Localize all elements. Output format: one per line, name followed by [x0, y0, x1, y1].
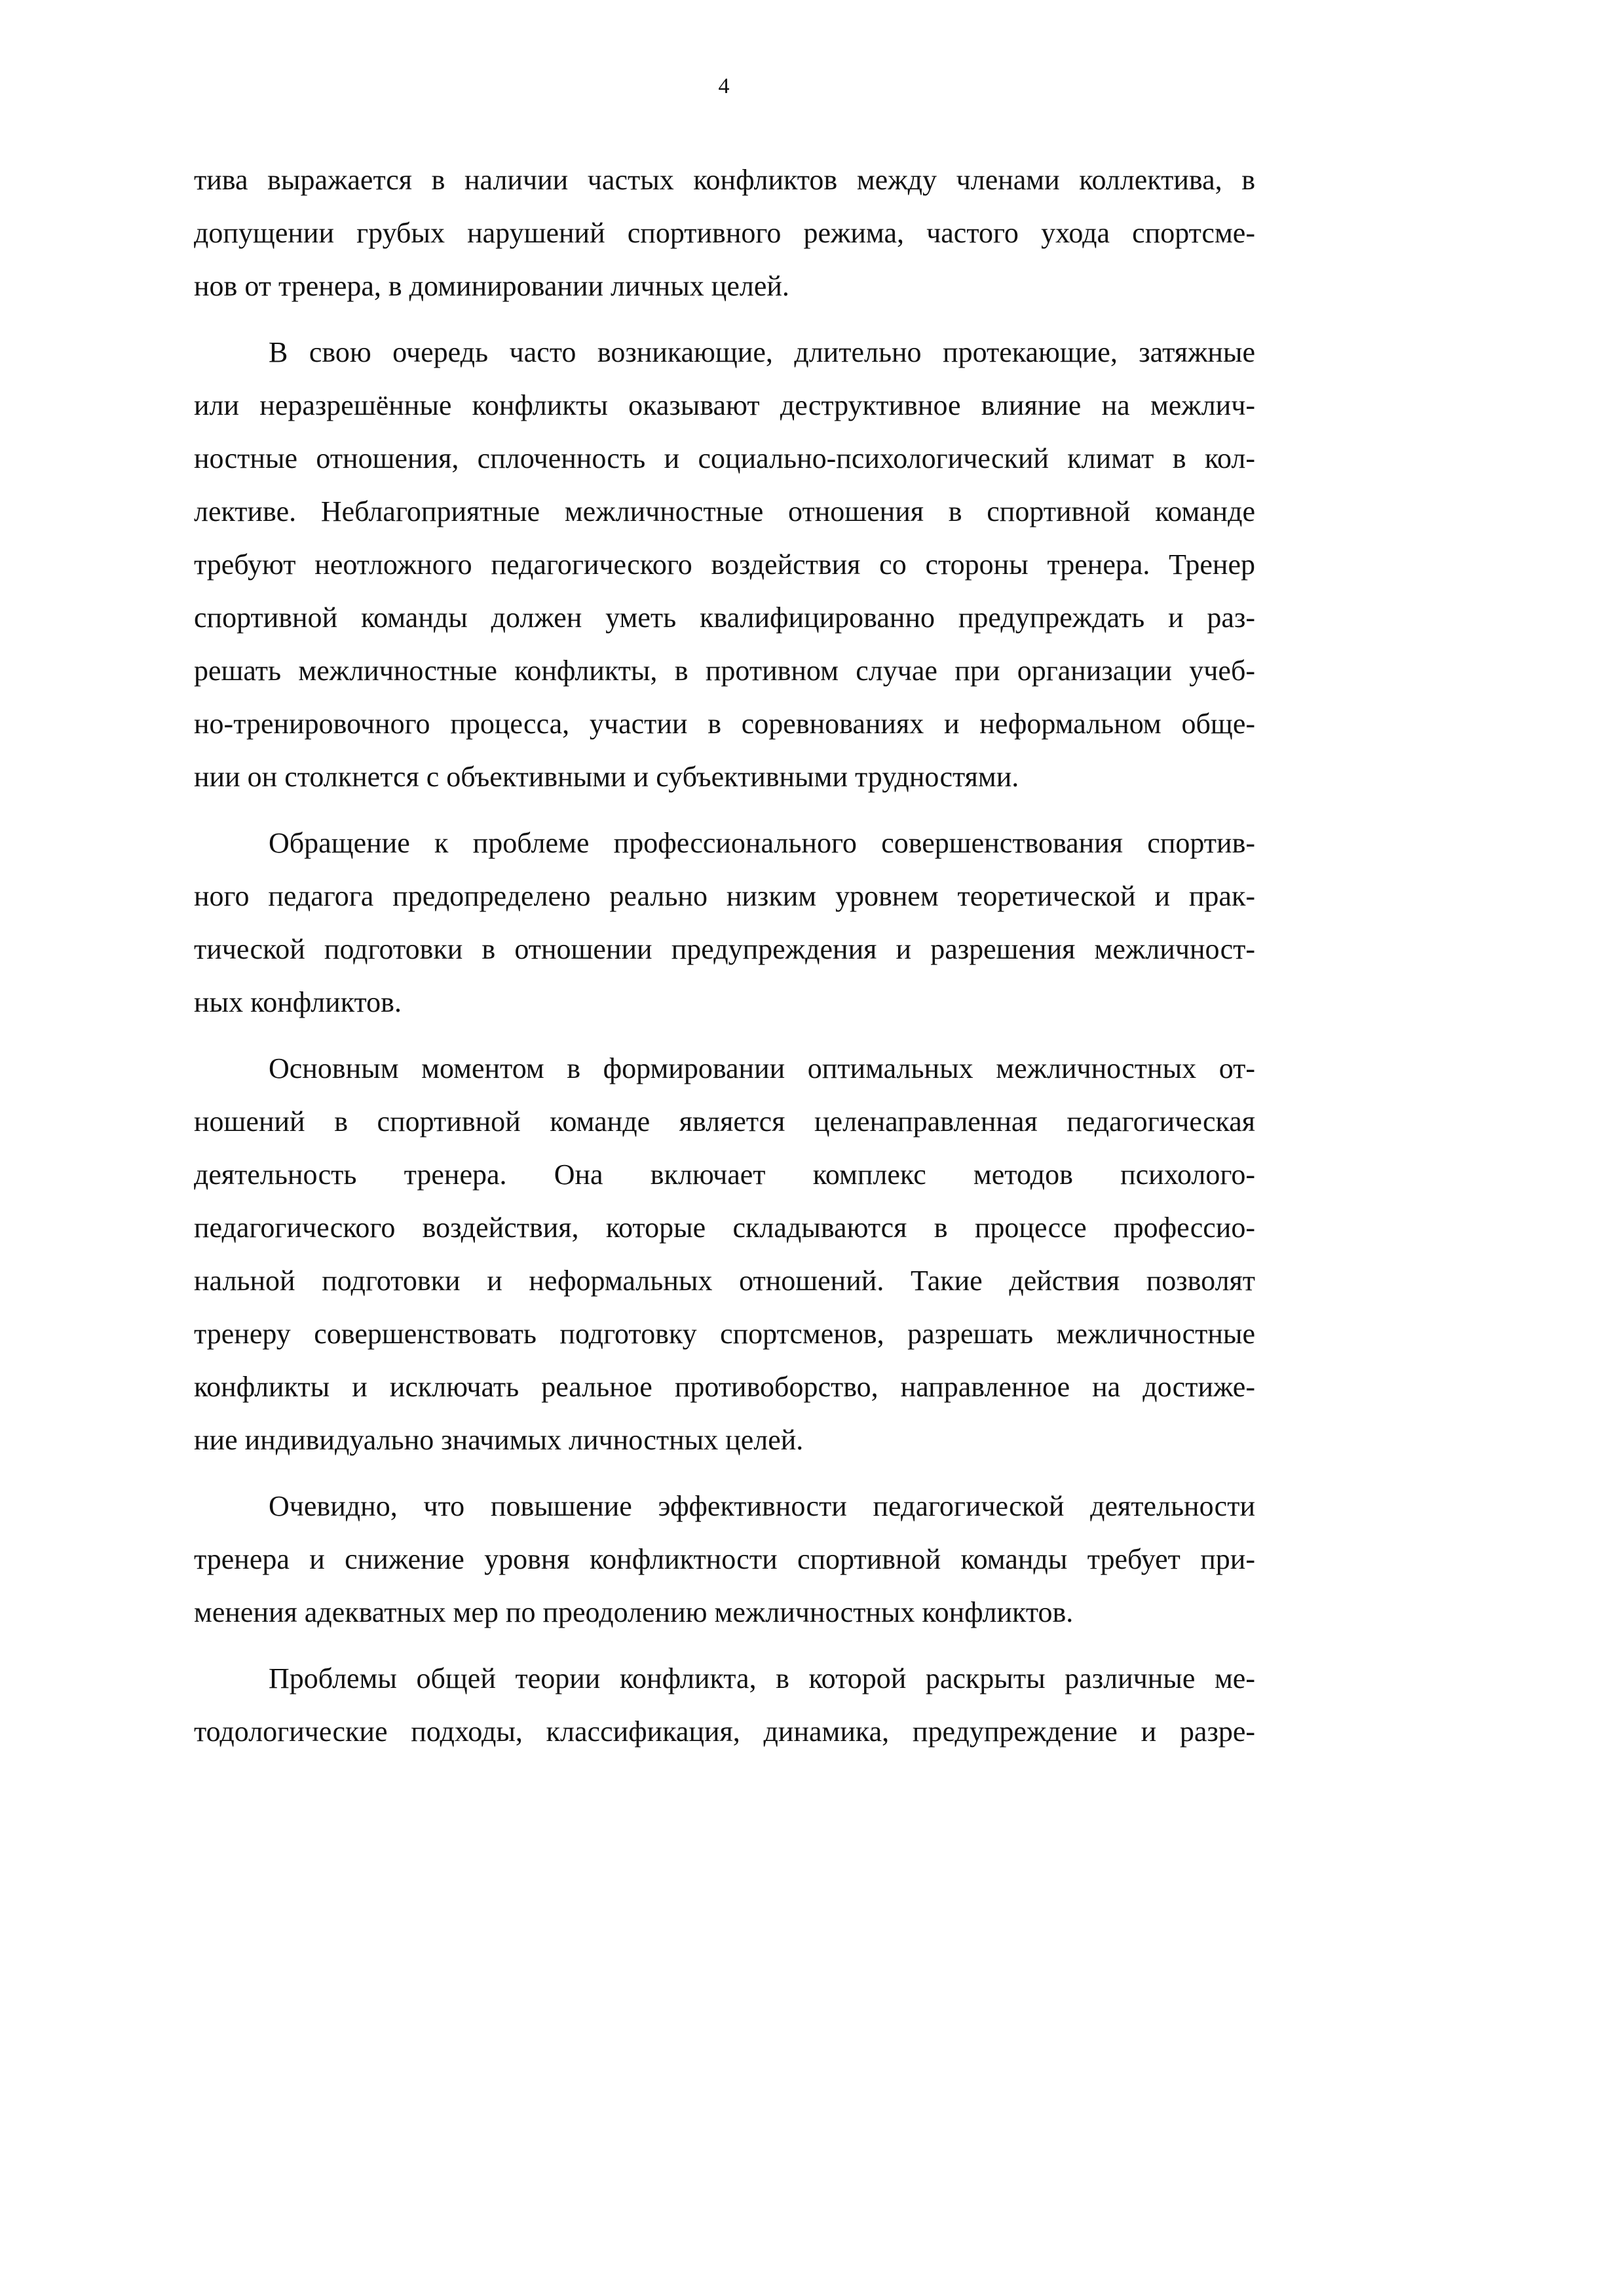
- text-line: тренеру совершенствовать подготовку спортсменов, разрешать межличностные: [194, 1318, 1255, 1350]
- text-line: ного педагога предопределено реально низким уровнем теоретической и прак-: [194, 880, 1255, 912]
- text-line: Основным моментом в формировании оптимальных межличностных от-: [269, 1052, 1255, 1084]
- paragraph-4: [194, 1042, 1255, 1466]
- text-line: менения адекватных мер по преодолению межличностных конфликтов.: [194, 1596, 1074, 1628]
- text-line: решать межличностные конфликты, в противном случае при организации учеб-: [194, 655, 1255, 687]
- text-line: деятельность тренера. Она включает комплекс методов психолого-: [194, 1158, 1255, 1191]
- text-line: но-тренировочного процесса, участии в соревнованиях и неформальном обще-: [194, 708, 1255, 740]
- text-line: спортивной команды должен уметь квалифицированно предупреждать и раз-: [194, 602, 1255, 634]
- text-line: Очевидно, что повышение эффективности педагогической деятельности: [269, 1490, 1255, 1522]
- text-line: ношений в спортивной команде является целенаправленная педагогическая: [194, 1105, 1255, 1138]
- text-line: нии он столкнется с объективными и субъективными трудностями.: [194, 761, 1019, 793]
- text-line: лективе. Неблагоприятные межличностные отношения в спортивной команде: [194, 495, 1255, 527]
- body-text: [194, 153, 1255, 1758]
- text-line: ных конфликтов.: [194, 986, 402, 1018]
- text-line: педагогического воздействия, которые складываются в процессе профессио-: [194, 1212, 1255, 1244]
- text-line: Проблемы общей теории конфликта, в которой раскрыты различные ме-: [269, 1662, 1255, 1694]
- paragraph-1: [194, 153, 1255, 313]
- text-line: требуют неотложного педагогического воздействия со стороны тренера. Тренер: [194, 548, 1255, 581]
- text-line: тренера и снижение уровня конфликтности спортивной команды требует при-: [194, 1543, 1255, 1575]
- text-line: тодологические подходы, классификация, динамика, предупреждение и разре-: [194, 1715, 1255, 1748]
- paragraph-2: [194, 326, 1255, 803]
- paragraph-6: [194, 1652, 1255, 1758]
- text-line: тива выражается в наличии частых конфликтов между членами коллектива, в: [194, 164, 1255, 196]
- text-line: нальной подготовки и неформальных отношений. Такие действия позволят: [194, 1265, 1255, 1297]
- text-line: нов от тренера, в доминировании личных целей.: [194, 270, 789, 302]
- paragraph-3: [194, 816, 1255, 1029]
- text-line: или неразрешённые конфликты оказывают деструктивное влияние на межлич-: [194, 389, 1255, 421]
- text-line: Обращение к проблеме профессионального совершенствования спортив-: [269, 827, 1255, 859]
- text-line: конфликты и исключать реальное противоборство, направленное на достиже-: [194, 1371, 1255, 1403]
- text-line: тической подготовки в отношении предупреждения и разрешения межличност-: [194, 933, 1255, 965]
- text-line: допущении грубых нарушений спортивного режима, частого ухода спортсме-: [194, 217, 1255, 249]
- text-line: ностные отношения, сплоченность и социально-психологический климат в кол-: [194, 442, 1255, 474]
- text-line: В свою очередь часто возникающие, длительно протекающие, затяжные: [269, 336, 1255, 368]
- text-line: ние индивидуально значимых личностных целей.: [194, 1424, 804, 1456]
- page-number: 4: [718, 74, 730, 98]
- paragraph-5: [194, 1480, 1255, 1639]
